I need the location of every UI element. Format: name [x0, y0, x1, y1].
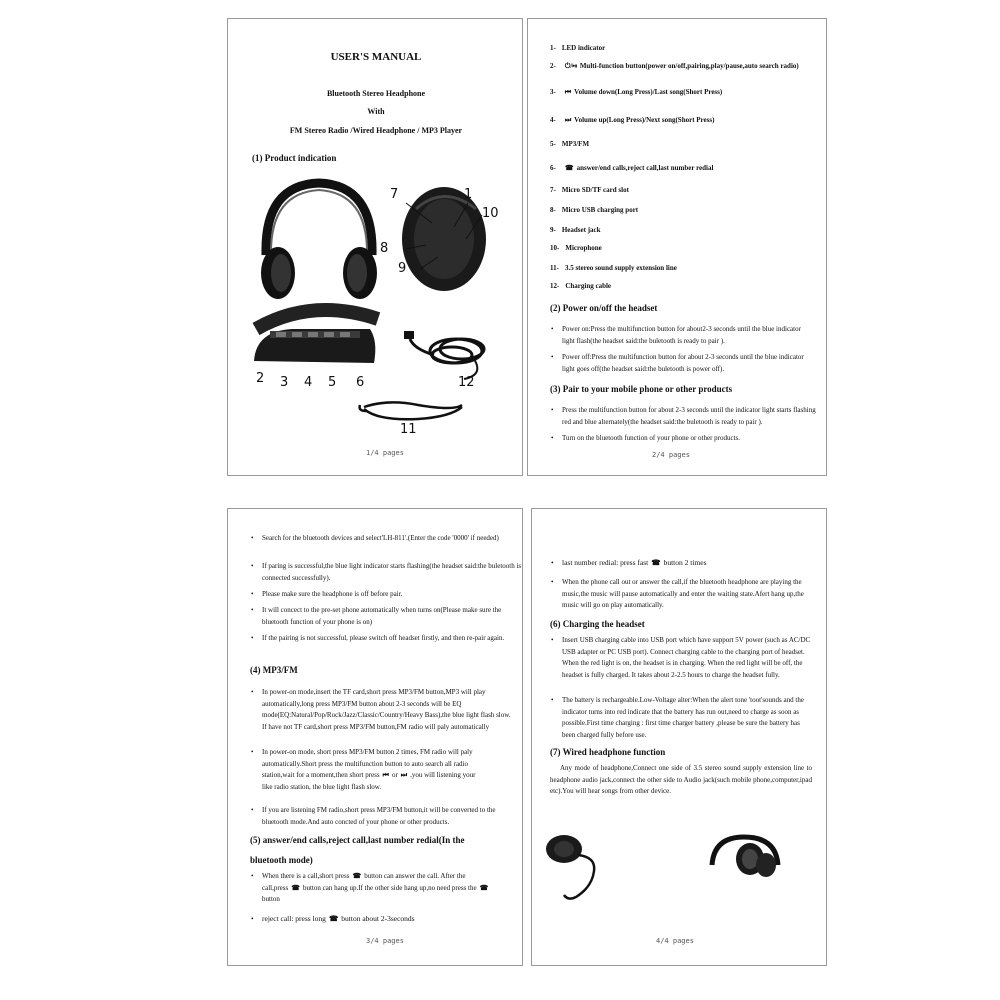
- callout-8: 8: [380, 241, 389, 256]
- callout-1: 1: [464, 187, 473, 202]
- component-number: 3-: [550, 88, 556, 96]
- call-item-1: • When there is a call,short press ☎ button can answer the call. After the call,press ☎ button can hang up.If the other side hang up,no need press the ☎ button: [251, 872, 489, 903]
- callout-11: 11: [400, 422, 417, 437]
- mp3-text-3: If you are listening FM radio,short press MP3/FM button,it will be converted to the bluetooth mode.And auto concted of your phone or other products.: [262, 806, 496, 826]
- subtitle-line-3: FM Stereo Radio /Wired Headphone / MP3 Player: [289, 126, 463, 135]
- charging-cable-image: [404, 325, 504, 385]
- component-number: 12-: [550, 282, 560, 290]
- component-label: LED indicator: [561, 44, 606, 52]
- component-item: [550, 115, 806, 125]
- component-number: 9-: [550, 226, 556, 234]
- section-power: (2) Power on/off the headset: [550, 303, 658, 313]
- mp3-text-2d: like radio station, the blue light flash slow.: [262, 782, 382, 791]
- redial-item: • last number redial: press fast ☎ button 2 times: [551, 558, 707, 567]
- volume-up-icon: ⏭: [564, 116, 572, 124]
- component-number: 5-: [550, 140, 556, 148]
- earcup-side-image: [396, 179, 496, 294]
- phone-icon: ☎: [564, 164, 574, 172]
- power-off-text: Power off:Press the multifunction button for about 2-3 seconds until the blue indicator light goes off(the headset said:the buletooth is power off).: [562, 353, 804, 373]
- component-number: 4-: [550, 116, 556, 124]
- mp3-text-1b: If have not TF card,short press MP3/FM button,FM radio will paly automatically: [262, 722, 490, 731]
- callout-5: 5: [328, 375, 337, 390]
- page-number: 2/4 pages: [652, 451, 690, 459]
- page-number: 4/4 pages: [656, 937, 694, 945]
- charging-text-1: Insert USB charging cable into USB port which have support 5V power (such as AC/DC USB adapter or PC USB port). Connect charging cable to the charging port of headset. When the red light is on, the headset is in charging. When the red light will be off, the headset is fully charged. It takes about 2-2.5 hours to charge the headset fully.: [562, 636, 811, 679]
- mp3-text-2b: station,wait for a moment,then short press: [262, 771, 380, 779]
- callout-4: 4: [304, 375, 313, 390]
- component-item: [550, 185, 806, 195]
- pair-item-1: • Press the multifunction button for about 2-3 seconds until the indicator light starts flashing red and blue alternately(the headset said:the buletooth is ready to pair ).: [551, 406, 816, 426]
- component-item: [550, 205, 806, 215]
- component-item: [550, 263, 806, 273]
- section-calls-line2: bluetooth mode): [250, 855, 313, 865]
- volume-up-icon: ⏭: [400, 771, 408, 779]
- callout-7: 7: [390, 187, 399, 202]
- component-label: Volume down(Long Press)/Last song(Short Press): [574, 88, 723, 96]
- pair-step-fail-text: If the pairing is not successful, please switch off headset firstly, and then re-pair again.: [262, 634, 505, 642]
- call-text-1b: button can answer the call. After the: [364, 872, 466, 880]
- power-on-item: • Power on:Press the multifunction button for about2-3 seconds until the blue indicator light flash(the headset said:the buletooth is ready to pair ).: [551, 325, 801, 345]
- page-number: 1/4 pages: [366, 449, 404, 457]
- pair-step-search: • Search for the bluetooth devices and select'LH-811'.(Enter the code '0000' if needed): [251, 534, 499, 542]
- component-label: Micro SD/TF card slot: [561, 186, 629, 194]
- mp3-text-2c: ,you will listening your: [410, 771, 476, 779]
- phone-icon: ☎: [352, 872, 362, 880]
- power-play-icon: ⏻/⏯: [564, 62, 577, 70]
- component-item: [550, 243, 806, 253]
- callout-2: 2: [256, 371, 265, 386]
- pair-step-off-text: Please make sure the headphone is off before pair.: [262, 590, 403, 598]
- subtitle-line-2: With: [367, 107, 385, 116]
- volume-down-icon: ⏮: [564, 88, 572, 96]
- component-item: [550, 139, 806, 149]
- section-mp3-fm: (4) MP3/FM: [250, 665, 298, 675]
- mp3-item-2: • In power-on mode, short press MP3/FM button 2 times, FM radio will paly automatically.Short press the multifunction button to auto search all radio station,wait for a moment,then short press ⏮ or ⏭ ,you will listening your like radio station, the blue light flash slow.: [251, 748, 476, 791]
- component-item: [550, 87, 806, 97]
- call-music-item: • When the phone call out or answer the call,if the bluetooth headphone are playing the music,the music will pause automatically and enter the waiting state.Afert hang up,the music will go on play automatically.: [551, 578, 804, 609]
- mp3-item-3: • If you are listening FM radio,short press MP3/FM button,it will be converted to the bluetooth mode.And auto concted of your phone or other products.: [251, 806, 496, 826]
- call-text-1d: button can hang up.If the other side hang up,no need press the: [302, 883, 477, 892]
- charging-item-2: • The battery is rechargeable.Low-Voltage alter:When the alert tone 'toot'sounds and the indicator turns into red indicate that the battery has run out,need to charge as soon as possible.First time charging : first time charger battery ,please be sure the battery has been charged fully before use.: [551, 696, 804, 739]
- pair-step-off: • Please make sure the headphone is off before pair.: [251, 590, 403, 598]
- mp3-item-1: • In power-on mode,insert the TF card,short press MP3/FM button,MP3 will play automatically,long press MP3/FM button about 2-3 seconds will be EQ mode(EQ:Natural/Pop/Rock/Jazz/Classic/Country/Heavy Bass),the blue light flash slow. If have not TF card,short press MP3/FM button,FM radio will paly automatically: [251, 688, 511, 731]
- manual-page-1: [227, 18, 523, 476]
- component-label: Headset jack: [561, 226, 601, 234]
- pair-step-success-text: If paring is successful,the blue light indicator starts flashing(the headset said:the buletooth is connected successfully).: [262, 562, 522, 582]
- power-off-item: • Power off:Press the multifunction button for about 2-3 seconds until the blue indicator light goes off(the headset said:the buletooth is power off).: [551, 353, 804, 373]
- section-pair: (3) Pair to your mobile phone or other products: [550, 384, 733, 394]
- component-number: 2-: [550, 62, 556, 70]
- component-item: [550, 225, 806, 235]
- component-label: MP3/FM: [561, 140, 590, 148]
- call-text-2b: button about 2-3seconds: [341, 914, 415, 923]
- component-label: Micro USB charging port: [561, 206, 639, 214]
- call-item-2: • reject call: press long ☎ button about 2-3seconds: [251, 914, 415, 923]
- section-charging: (6) Charging the headset: [550, 619, 645, 629]
- component-item: [550, 281, 806, 291]
- manual-page-4: [531, 508, 827, 966]
- charging-item-1: • Insert USB charging cable into USB port which have support 5V power (such as AC/DC USB adapter or PC USB port). Connect charging cable to the charging port of headset. When the red light is on, the headset is in charging. When the red light will be off, the headset is fully charged. It takes about 2-2.5 hours to charge the headset fully.: [551, 636, 811, 679]
- callout-9: 9: [398, 261, 407, 276]
- pair-step-auto: • It will concect to the pre-set phone automatically when turns on(Please make sure the bluetooth function of your phone is on): [251, 606, 502, 626]
- component-label: Microphone: [565, 244, 602, 252]
- manual-title: USER'S MANUAL: [330, 51, 422, 63]
- component-item: [550, 43, 806, 53]
- section-product-indication: (1) Product indication: [252, 153, 337, 163]
- phone-icon: ☎: [328, 914, 339, 923]
- wired-text: Any mode of headphone,Connect one side of 3.5 stereo sound supply extension line to headphone audio jack,connect the other side to Audio jack(such mobile phone,computer,ipad etc).You will hear songs from other device.: [550, 764, 812, 795]
- pair-item-2: • Turn on the bluetooth function of your phone or other products.: [551, 434, 741, 442]
- component-number: 6-: [550, 164, 556, 172]
- section-wired: (7) Wired headphone function: [550, 747, 666, 757]
- callout-6: 6: [356, 375, 365, 390]
- component-number: 10-: [550, 244, 560, 252]
- wired-headphone-photo: [550, 831, 620, 903]
- charging-text-2: The battery is rechargeable.Low-Voltage alter:When the alert tone 'toot'sounds and the indicator turns into red indicate that the battery has run out,need to charge as soon as possible.First time charging : first time charger battery ,please be sure the battery has been charged fully before use.: [562, 696, 804, 739]
- pair-text-2: Turn on the bluetooth function of your phone or other products.: [562, 434, 741, 442]
- component-label: 3.5 stereo sound supply extension line: [564, 264, 677, 272]
- pair-step-fail: • If the pairing is not successful, please switch off headset firstly, and then re-pair again.: [251, 634, 505, 642]
- component-label: Volume up(Long Press)/Next song(Short Press): [574, 116, 715, 124]
- call-text-2a: reject call: press long: [262, 914, 326, 923]
- call-text-1c: call,press: [262, 883, 289, 892]
- pair-step-auto-text: It will concect to the pre-set phone automatically when turns on(Please make sure the bluetooth function of your phone is on): [262, 606, 502, 626]
- callout-12: 12: [458, 375, 475, 390]
- phone-icon: ☎: [479, 883, 489, 892]
- component-item: [550, 163, 806, 173]
- component-label: Charging cable: [565, 282, 612, 290]
- pair-step-search-text: Search for the bluetooth devices and select'LH-811'.(Enter the code '0000' if needed): [262, 534, 499, 542]
- call-text-1a: When there is a call,short press: [262, 872, 350, 880]
- phone-icon: ☎: [291, 883, 300, 892]
- component-label: answer/end calls,reject call,last number redial: [576, 164, 714, 172]
- component-number: 11-: [550, 264, 559, 272]
- component-label: Multi-function button(power on/off,pairing,play/pause,auto search radio): [579, 62, 799, 70]
- manual-page-2: [527, 18, 827, 476]
- manual-page-3: [227, 508, 523, 966]
- subtitle-line-1: Bluetooth Stereo Headphone: [326, 89, 426, 98]
- component-number: 1-: [550, 44, 556, 52]
- mp3-text-2a: In power-on mode, short press MP3/FM button 2 times, FM radio will paly automatically.Short press the multifunction button to auto search all radio: [262, 748, 473, 768]
- mp3-text-1: In power-on mode,insert the TF card,short press MP3/FM button,MP3 will play automatically,long press MP3/FM button about 2-3 seconds will be EQ mode(EQ:Natural/Pop/Rock/Jazz/Classic/Country/Heavy Bass),the blue light flash slow.: [262, 688, 511, 719]
- call-text-1e: button: [262, 895, 280, 903]
- component-number: 7-: [550, 186, 556, 194]
- callout-10: 10: [482, 206, 499, 221]
- callout-3: 3: [280, 375, 289, 390]
- call-music-text: When the phone call out or answer the call,if the bluetooth headphone are playing the music,the music will pause automatically and enter the waiting state.Afert hang up,the music will go on play automatically.: [562, 578, 804, 609]
- redial-text-b: button 2 times: [663, 558, 707, 567]
- pair-text-1: Press the multifunction button for about 2-3 seconds until the indicator light starts flashing red and blue alternately(the headset said:the buletooth is ready to pair ).: [562, 406, 816, 426]
- folded-headphone-photo: [704, 835, 784, 881]
- page-number: 3/4 pages: [366, 937, 404, 945]
- component-item: [550, 61, 806, 71]
- section-calls-line1: (5) answer/end calls,reject call,last number redial(In the: [250, 835, 465, 845]
- power-on-text: Power on:Press the multifunction button for about2-3 seconds until the blue indicator light flash(the headset said:the buletooth is ready to pair ).: [562, 325, 801, 345]
- redial-text-a: last number redial: press fast: [562, 558, 649, 567]
- button-panel-image: [252, 301, 380, 373]
- component-number: 8-: [550, 206, 556, 214]
- headphone-front-image: [254, 175, 384, 305]
- phone-icon: ☎: [651, 558, 661, 567]
- volume-down-icon: ⏮: [382, 771, 389, 779]
- pair-step-success: • If paring is successful,the blue light indicator starts flashing(the headset said:the buletooth is connected successfully).: [251, 562, 522, 582]
